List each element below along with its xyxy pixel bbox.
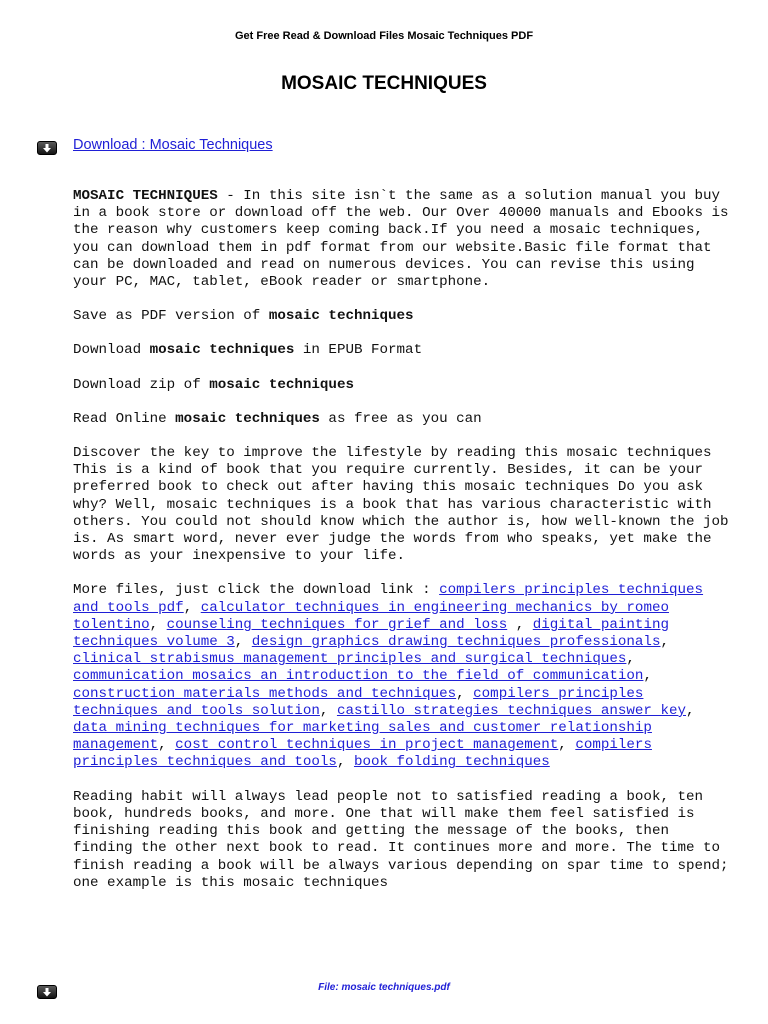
intro-paragraph — [73, 188, 733, 291]
footer-filename: File: mosaic techniques.pdf — [318, 982, 450, 993]
option-epub — [73, 342, 733, 359]
option-pdf — [73, 308, 733, 325]
file-link[interactable]: construction materials methods and techniques — [73, 685, 457, 702]
download-link[interactable]: Download : Mosaic Techniques — [73, 137, 273, 153]
document-title: MOSAIC TECHNIQUES — [281, 73, 487, 94]
file-link[interactable]: communication mosaics an introduction to the field of communication — [73, 668, 644, 685]
option-prefix: Read Online — [73, 410, 176, 427]
file-link[interactable]: counseling techniques for grief and loss — [166, 616, 508, 633]
option-keyword: mosaic techniques — [209, 376, 354, 393]
document-body — [73, 188, 733, 909]
option-keyword: mosaic techniques — [175, 410, 320, 427]
file-link[interactable]: compilers principles techniques and tools pdf — [73, 582, 704, 616]
file-link[interactable]: design graphics drawing techniques professionals — [251, 634, 661, 651]
file-link[interactable]: book folding techniques — [353, 754, 550, 771]
option-prefix: Download — [73, 342, 150, 359]
option-suffix: in EPUB Format — [294, 342, 423, 359]
option-keyword: mosaic techniques — [268, 308, 414, 325]
more-files-intro: More files, just click the download link : — [73, 582, 440, 599]
file-link[interactable]: clinical strabismus management principles and surgical techniques — [73, 651, 627, 668]
discover-paragraph: Discover the key to improve the lifestyle by reading this mosaic techniques This is a kind of book that you require currently. Besides, it can be your preferred book to check out after having this mosaic techniques Do you ask why? Well, mosaic techniques is a book that has various characteristic with others. You could not should know which the author is, how well-known the job is. As smart word, never ever judge the words from who speaks, yet make the words as your inexpensive to your life. — [73, 445, 729, 565]
intro-text: - In this site isn`t the same as a solution manual you buy in a book store or download off the web. Our Over 40000 manuals and Ebooks is the reason why customers keep coming back.If you need a mosaic techniques, you can download them in pdf format from our website.Basic file format that can be downloaded and read on numerous devices. You can revise this using your PC, MAC, tablet, eBook reader or smartphone. — [73, 188, 729, 291]
option-keyword: mosaic techniques — [149, 342, 295, 359]
option-prefix: Save as PDF version of — [73, 308, 269, 325]
file-link[interactable]: compilers principles techniques and tools solution — [73, 685, 644, 719]
option-read-online — [73, 411, 733, 428]
file-link[interactable]: data mining techniques for marketing sales and customer relationship management — [73, 720, 652, 754]
intro-lead: MOSAIC TECHNIQUES — [73, 188, 218, 204]
file-link[interactable]: calculator techniques in engineering mechanics by romeo tolentino — [73, 599, 669, 633]
option-suffix: as free as you can — [319, 410, 482, 427]
reading-habit-paragraph: Reading habit will always lead people not to satisfied reading a book, ten book, hundreds books, and more. One that will make them feel satisfied is finishing reading this book and getting the message of the books, then finding the other next book to read. It continues more and more. The time to finish reading a book will be always various depending on spar time to spend; one example is this mosaic techniques — [73, 788, 729, 891]
file-link[interactable]: castillo strategies techniques answer key — [336, 702, 687, 719]
page-header: Get Free Read & Download Files Mosaic Techniques PDF — [234, 30, 534, 42]
download-icon[interactable] — [37, 141, 57, 155]
option-prefix: Download zip of — [73, 376, 210, 393]
file-link[interactable]: digital painting techniques volume 3 — [73, 616, 669, 651]
file-link[interactable]: cost control techniques in project management — [175, 737, 559, 754]
option-zip — [73, 377, 733, 394]
more-files-paragraph: More files, just click the download link : compilers principles techniques and tools pdf, calculator techniques in engineering mechanics by romeo tolentino, counseling techniques for grief and loss , digital painting techniques volume 3, design graphics drawing techniques professionals, clinical strabismus management principles and surgical techniques, communication mosaics an introduction to the field of communication, construction materials methods and techniques, compilers principles techniques and tools solution, castillo strategies techniques answer key, data mining techniques for marketing sales and customer relationship management, cost control techniques in project management, compilers principles techniques and tools, book folding techniques — [73, 582, 704, 771]
file-link[interactable]: compilers principles techniques and tools — [73, 737, 652, 771]
